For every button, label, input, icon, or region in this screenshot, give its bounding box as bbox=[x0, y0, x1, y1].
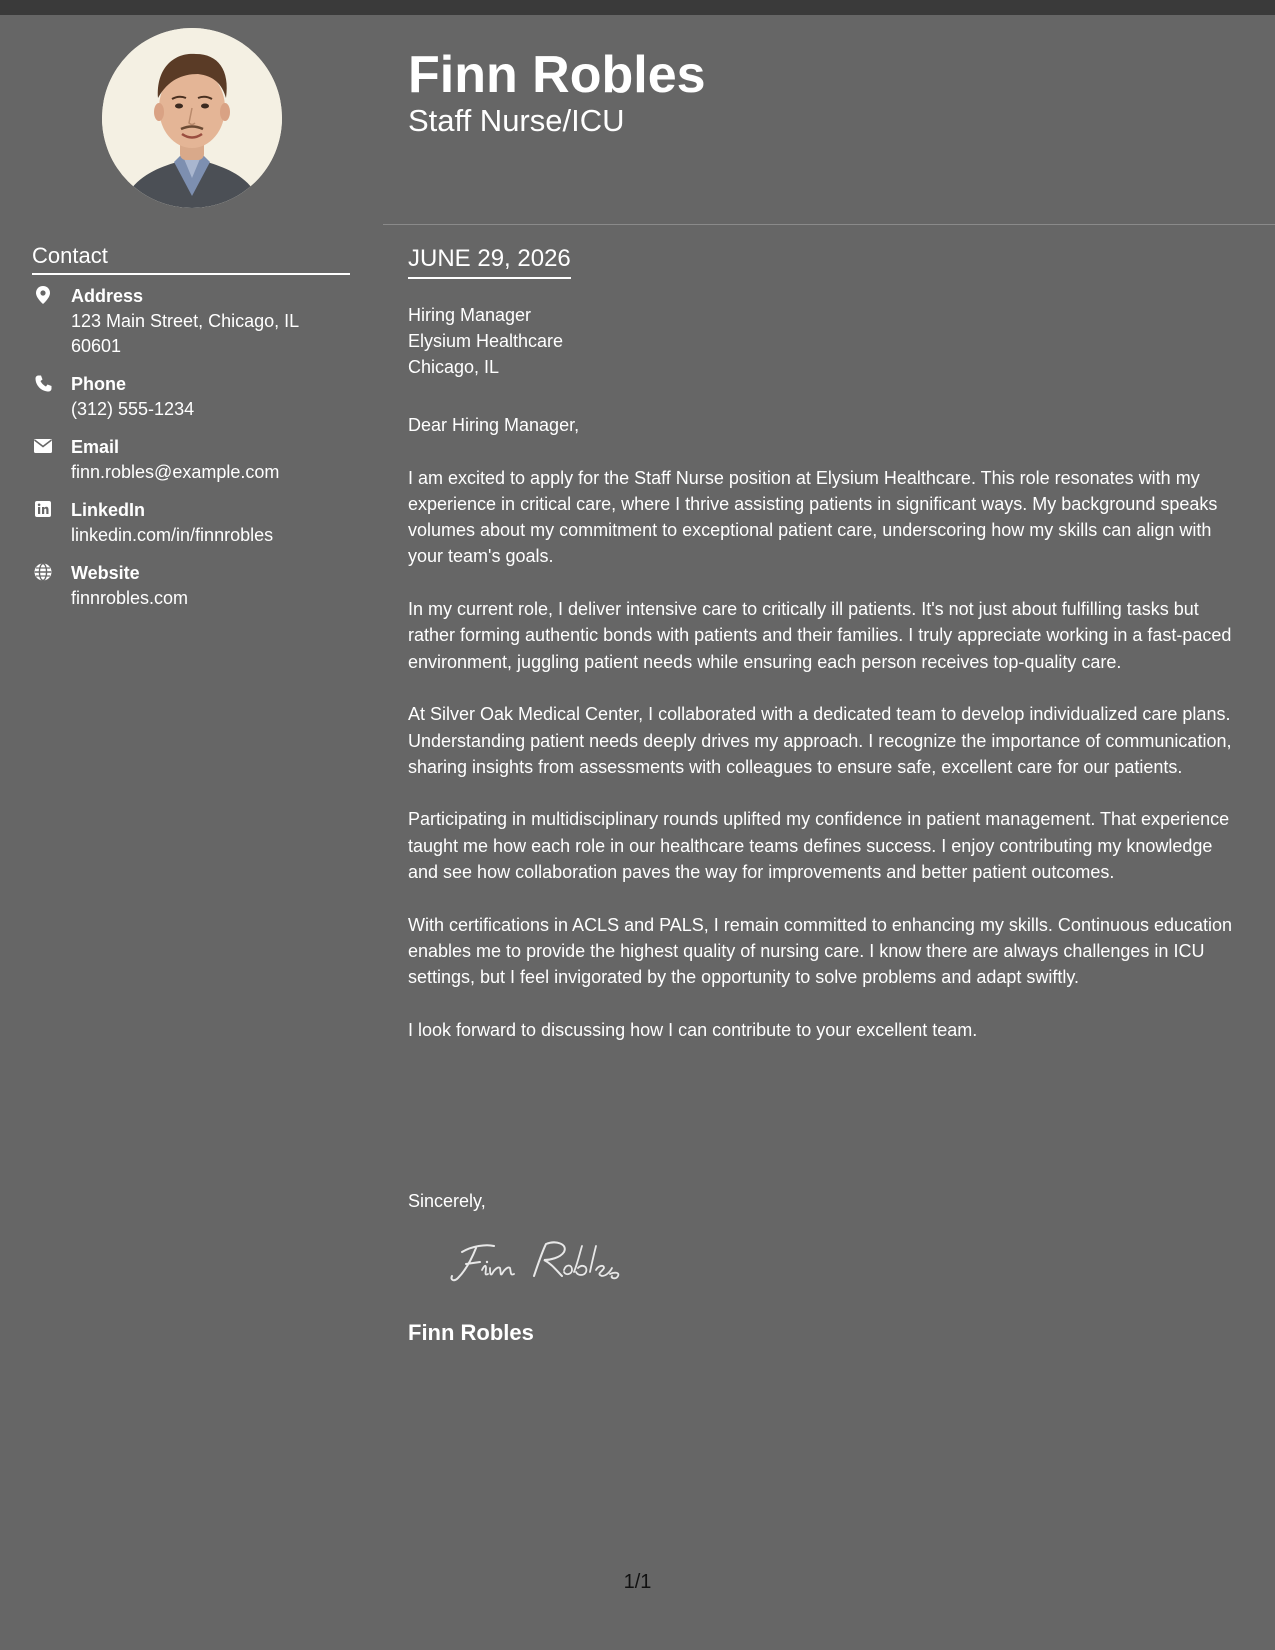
letter-paragraph: At Silver Oak Medical Center, I collaborated with a dedicated team to develop individualized care plans. Understanding patient needs deeply drives my approach. I recognize the importance of communication, sharing insights from assessments with colleagues to ensure safe, excellent care for our patients. bbox=[408, 704, 1232, 777]
contact-label-website: Website bbox=[71, 563, 140, 583]
linkedin-icon bbox=[34, 500, 52, 518]
profile-photo bbox=[102, 28, 282, 208]
contact-label-email: Email bbox=[71, 437, 120, 457]
header-divider bbox=[383, 224, 1275, 225]
contact-label-address: Address bbox=[71, 286, 144, 306]
contact-item-phone bbox=[32, 372, 352, 422]
resume-page bbox=[0, 15, 1275, 1650]
closing: Sincerely, bbox=[408, 1191, 486, 1211]
phone-icon bbox=[34, 374, 52, 392]
globe-icon bbox=[34, 563, 52, 581]
recipient-title: Hiring Manager bbox=[408, 305, 532, 325]
job-title: Staff Nurse/ICU bbox=[408, 103, 625, 138]
signer-name: Finn Robles bbox=[408, 1320, 534, 1345]
letter-paragraph: With certifications in ACLS and PALS, I remain committed to enhancing my skills. Continuous education enables me to provide the highest quality of nursing care. I know there are always challenges in ICU settings, but I feel invigorated by the opportunity to solve problems and adapt swiftly. bbox=[408, 914, 1233, 988]
candidate-name: Finn Robles bbox=[408, 46, 706, 104]
contact-value-address: 123 Main Street, Chicago, IL 60601 bbox=[71, 311, 299, 356]
sidebar bbox=[0, 15, 383, 1650]
contact-label-phone: Phone bbox=[71, 374, 127, 394]
contact-value-website[interactable]: finnrobles.com bbox=[71, 588, 189, 608]
contact-list bbox=[32, 284, 352, 624]
recipient-block bbox=[408, 302, 563, 380]
contact-item-website bbox=[32, 561, 352, 611]
top-bar bbox=[0, 0, 1275, 15]
map-pin-icon bbox=[34, 286, 52, 304]
letter-paragraph: Participating in multidisciplinary rounds uplifted my confidence in patient management. That experience taught me how each role in our healthcare teams defines success. I enjoy contributing my knowledge and see how collaboration paves the way for improvements and better patient outcomes. bbox=[408, 809, 1230, 883]
letter-paragraph: I look forward to discussing how I can contribute to your excellent team. bbox=[408, 1019, 978, 1040]
contact-value-linkedin[interactable]: linkedin.com/in/finnrobles bbox=[71, 525, 274, 545]
letter-date: JUNE 29, 2026 bbox=[408, 243, 571, 279]
letter-paragraph: In my current role, I deliver intensive care to critically ill patients. It's not just about fulfilling tasks but rather forming authentic bonds with patients and their families. I truly appreciate working in a fast-paced environment, juggling patient needs while ensuring each person receives top-quality care. bbox=[408, 599, 1232, 672]
contact-item-linkedin bbox=[32, 498, 352, 548]
contact-item-address bbox=[32, 284, 352, 359]
contact-value-phone: (312) 555-1234 bbox=[71, 399, 195, 419]
handwritten-signature bbox=[446, 1232, 626, 1288]
letter-main bbox=[383, 15, 1275, 1650]
letter-paragraph: I am excited to apply for the Staff Nurse position at Elysium Healthcare. This role resonates with my experience in critical care, where I thrive assisting patients in significant ways. My background speaks volumes about my commitment to exceptional patient care, underscoring how my skills can align with your team's goals. bbox=[408, 467, 1218, 567]
recipient-location: Chicago, IL bbox=[408, 357, 500, 377]
contact-item-email bbox=[32, 435, 352, 485]
contact-label-linkedin: LinkedIn bbox=[71, 500, 146, 520]
avatar bbox=[102, 28, 282, 208]
page-number: 1/1 bbox=[623, 1571, 652, 1593]
recipient-company: Elysium Healthcare bbox=[408, 331, 564, 351]
salutation: Dear Hiring Manager, bbox=[408, 415, 580, 435]
letter-body bbox=[408, 412, 1243, 1069]
contact-value-email[interactable]: finn.robles@example.com bbox=[71, 462, 280, 482]
contact-heading: Contact bbox=[32, 241, 350, 275]
envelope-icon bbox=[34, 437, 52, 455]
